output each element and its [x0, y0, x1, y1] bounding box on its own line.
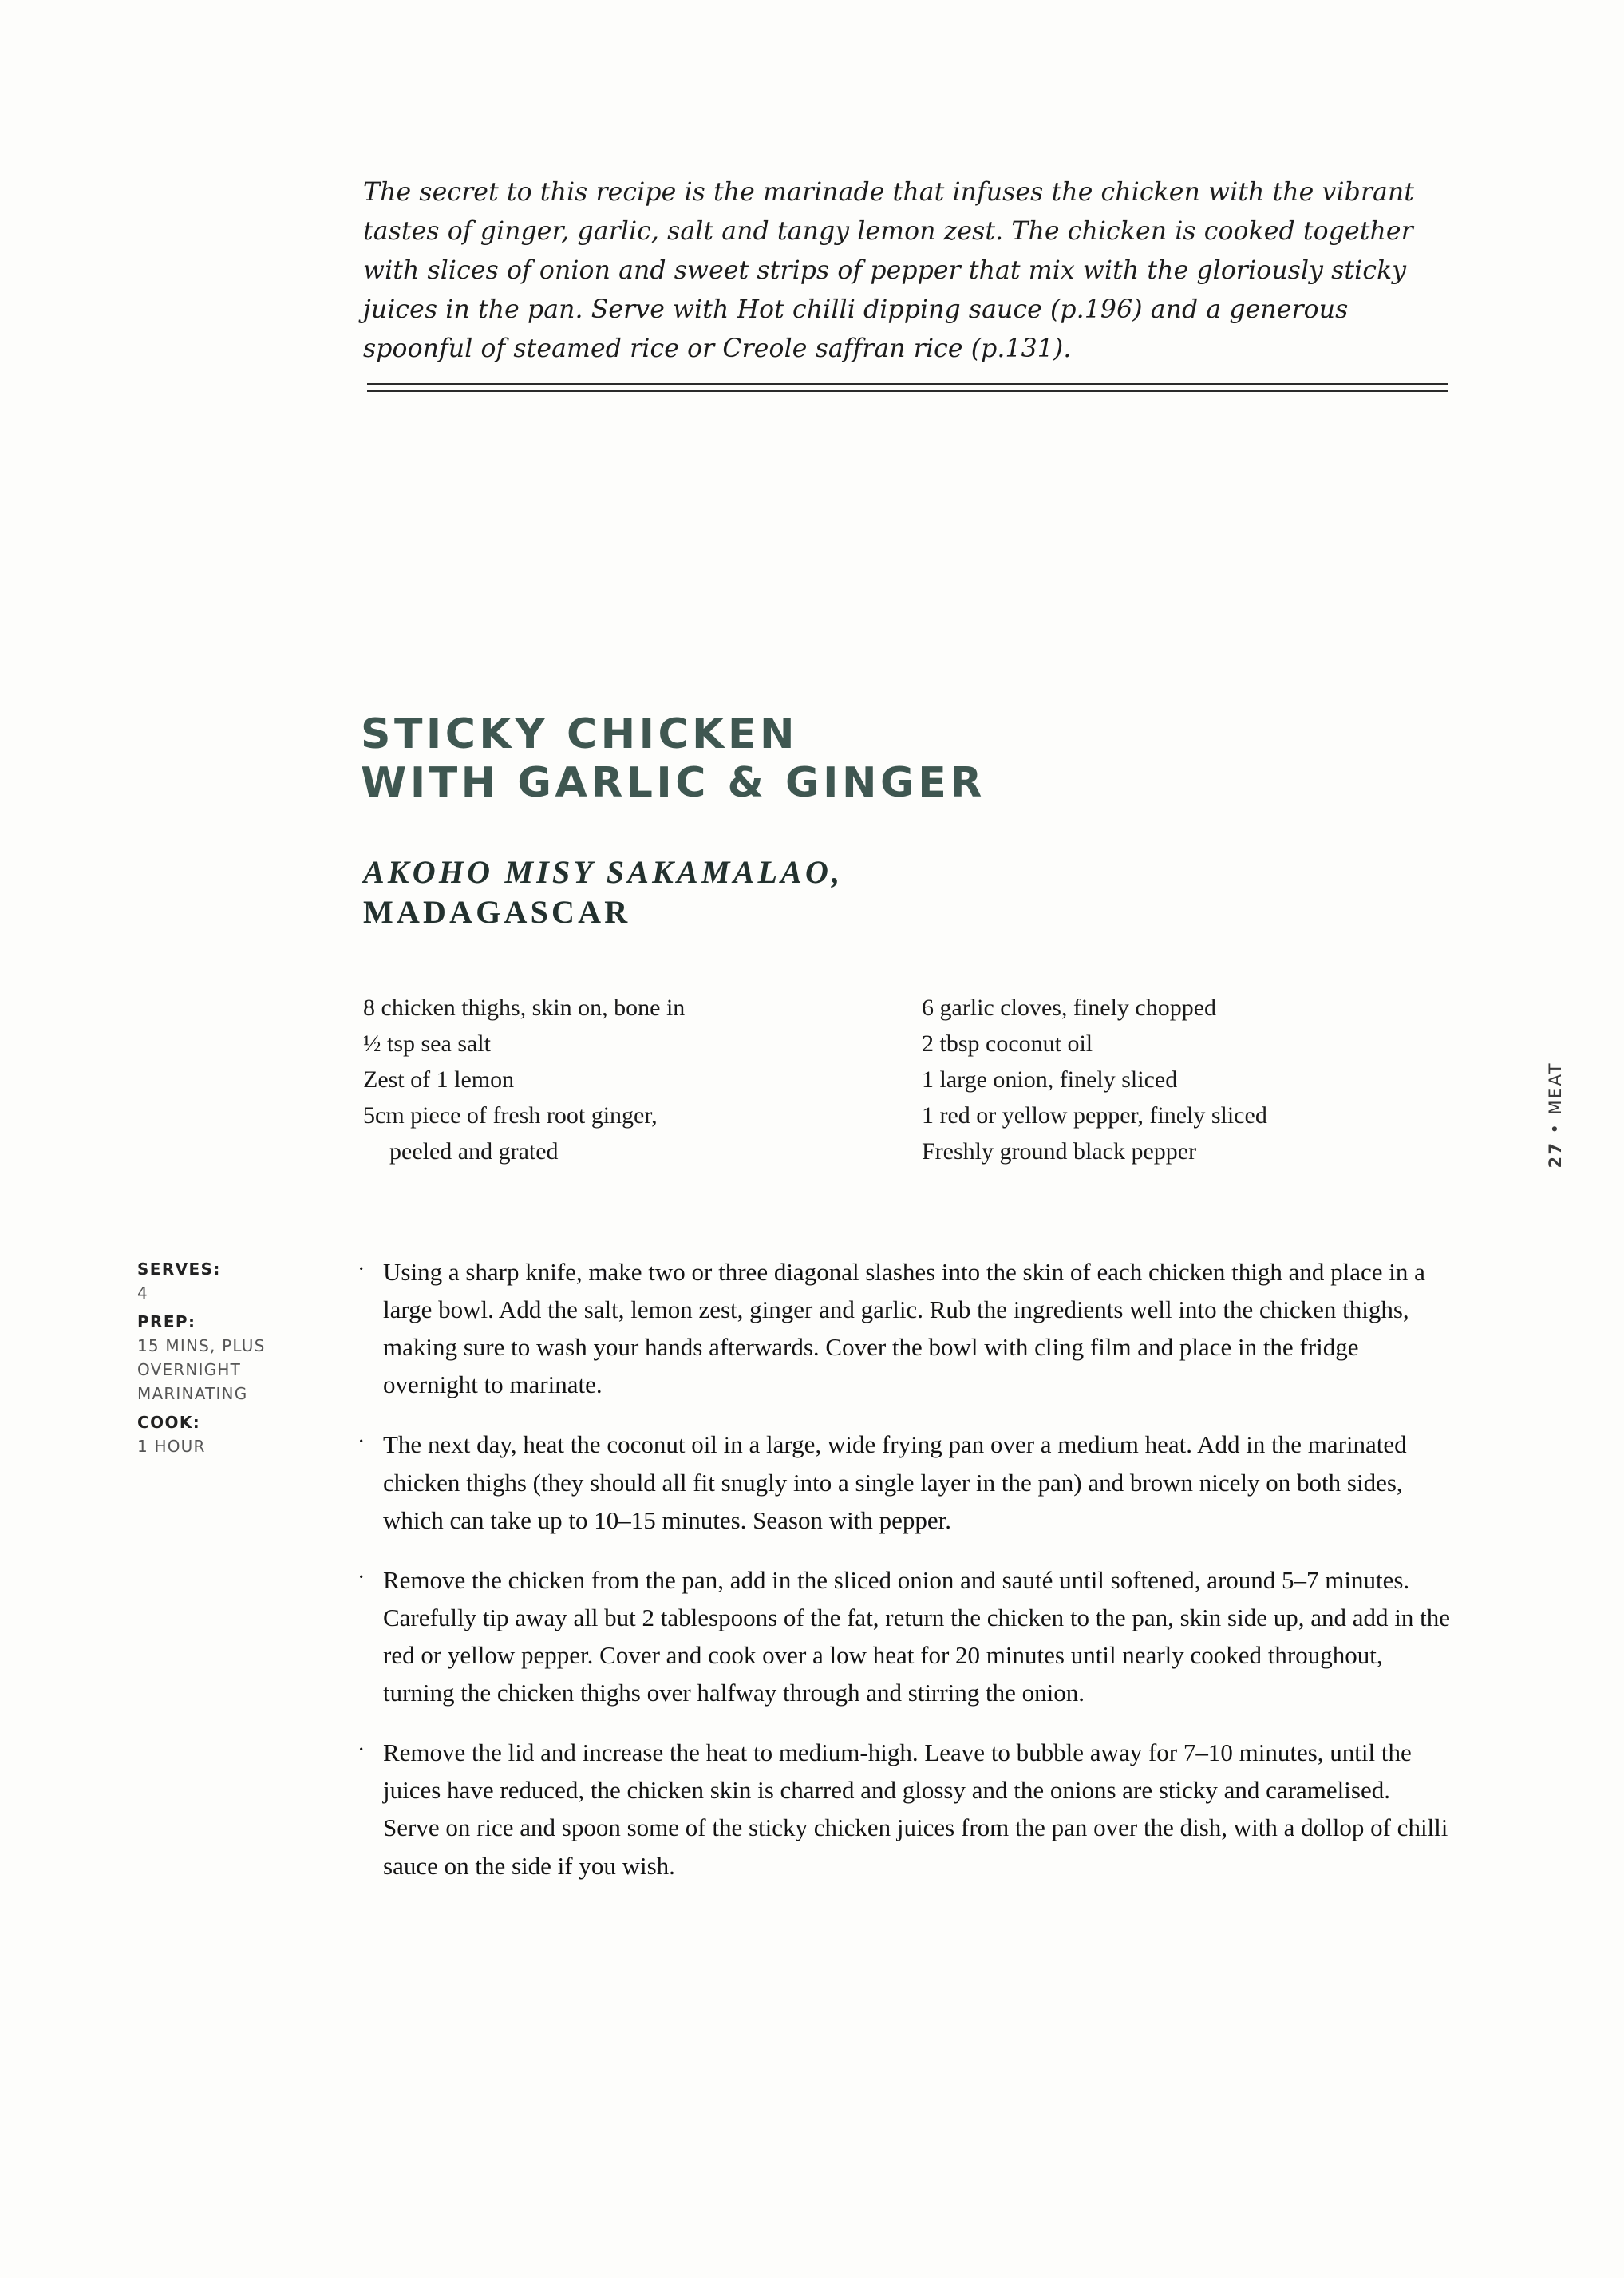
ingredient-item: 2 tbsp coconut oil [922, 1030, 1093, 1057]
ingredient-item: Zest of 1 lemon [363, 1066, 515, 1093]
prep-value: 15 MINS, PLUS OVERNIGHT MARINATING [137, 1336, 266, 1403]
ingredient-item: ½ tsp sea salt [363, 1030, 491, 1057]
method-step [358, 1561, 1451, 1711]
ingredient-item: 6 garlic cloves, finely chopped [922, 995, 1217, 1021]
horizontal-double-rule [367, 383, 1448, 392]
method-step-text: The next day, heat the coconut oil in a large, wide frying pan over a medium heat. Add in the marinated chicken thighs (they should all fit snugly into a single layer in the pan) and brown nicely on both sides, which can take up to 10–15 minutes. Season with pepper. [383, 1430, 1407, 1534]
page-subtitle-line-1: AKOHO MISY SAKAMALAO, [363, 854, 844, 891]
bullet-icon: · [358, 1430, 365, 1455]
running-folio [1546, 1062, 1565, 1169]
ingredient-item: 1 red or yellow pepper, finely sliced [922, 1102, 1267, 1129]
cook-label: COOK: [137, 1413, 201, 1432]
ingredients-column-right [922, 990, 1448, 1169]
method-step-text: Remove the chicken from the pan, add in the sliced onion and sauté until softened, around 5–7 minutes. Carefully tip away all but 2 tablespoons of the fat, return the chicken to the pan, skin side up, and add in the red or yellow pepper. Cover and cook over a low heat for 20 minutes until nearly cooked throughout, turning the chicken thighs over halfway through and stirring the onion. [383, 1565, 1450, 1707]
ingredient-item: Freshly ground black pepper [922, 1138, 1197, 1165]
ingredients-section [363, 990, 1448, 1169]
ingredients-column-left [363, 990, 922, 1169]
method-step [358, 1253, 1451, 1403]
bullet-icon: · [358, 1257, 365, 1282]
method-step [358, 1426, 1451, 1538]
folio-separator: • [1546, 1121, 1565, 1134]
page-title [361, 710, 1430, 808]
method-step [358, 1734, 1451, 1884]
section-name: MEAT [1546, 1062, 1565, 1115]
page-number: 27 [1546, 1141, 1565, 1169]
page-subtitle-line-2: MADAGASCAR [363, 894, 631, 931]
bullet-icon: · [358, 1738, 365, 1763]
ingredient-item: 8 chicken thighs, skin on, bone in [363, 995, 686, 1021]
ingredient-item: 5cm piece of fresh root ginger, [363, 1102, 658, 1129]
page-title-line-1: STICKY CHICKEN [361, 710, 799, 758]
page-subtitle [363, 852, 1432, 932]
intro-paragraph: The secret to this recipe is the marinade that infuses the chicken with the vibrant tastes of ginger, garlic, salt and tangy lemon zest. The chicken is cooked together with slices of onion and sweet strips of pepper that mix with the gloriously sticky juices in the pan. Serve with Hot chilli dipping sauce (p.196) and a generous spoonful of steamed rice or Creole saffran rice (p.131). [363, 177, 1415, 363]
recipe-meta [137, 1257, 337, 1463]
serves-value: 4 [137, 1283, 148, 1303]
method-step-text: Using a sharp knife, make two or three diagonal slashes into the skin of each chicken thigh and place in a large bowl. Add the salt, lemon zest, ginger and garlic. Rub the ingredients well into the chicken thighs, making sure to wash your hands afterwards. Cover the bowl with cling film and place in the fridge overnight to marinate. [383, 1258, 1425, 1399]
page-title-line-2: WITH GARLIC & GINGER [361, 758, 986, 807]
ingredient-item: 1 large onion, finely sliced [922, 1066, 1178, 1093]
bullet-icon: · [358, 1564, 365, 1590]
method-section [358, 1253, 1451, 1907]
cook-value: 1 HOUR [137, 1437, 206, 1456]
prep-label: PREP: [137, 1312, 196, 1331]
ingredient-item-continuation: peeled and grated [389, 1138, 559, 1165]
method-step-text: Remove the lid and increase the heat to medium-high. Leave to bubble away for 7–10 minutes, until the juices have reduced, the chicken skin is charred and glossy and the onions are sticky and caramelised. Serve on rice and spoon some of the sticky chicken juices from the pan over the dish, with a dollop of chilli sauce on the side if you wish. [383, 1738, 1448, 1880]
serves-label: SERVES: [137, 1260, 221, 1279]
